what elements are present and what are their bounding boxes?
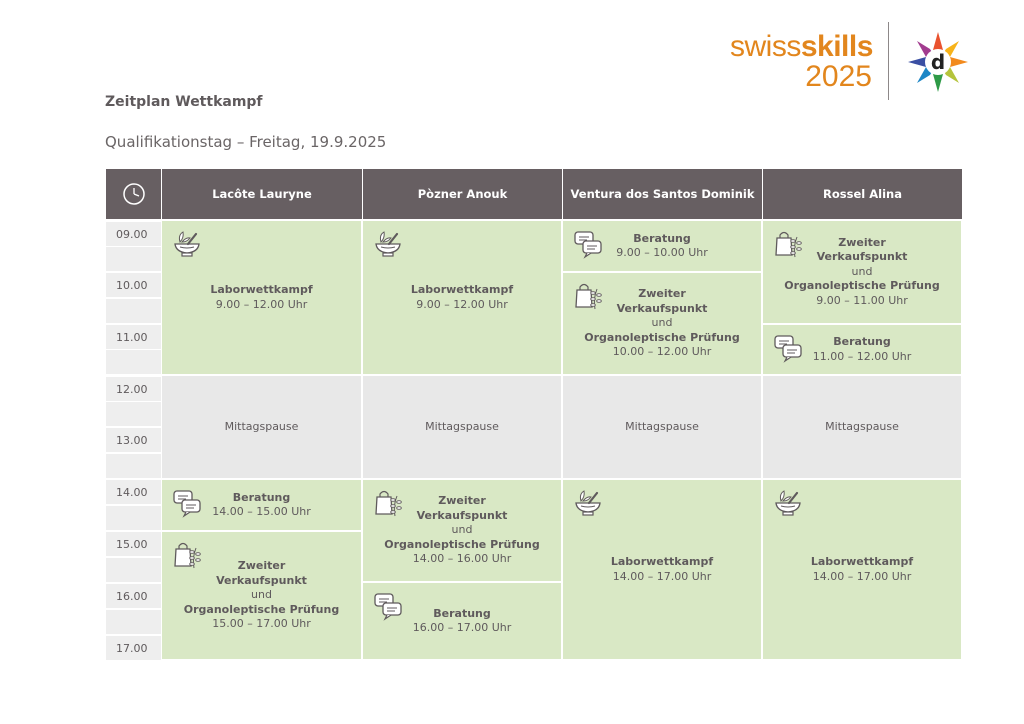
activity-beratung: Beratung 9.00 – 10.00 Uhr [562, 220, 762, 272]
time-spacer [106, 557, 161, 582]
activity-beratung: Beratung 11.00 – 12.00 Uhr [762, 324, 962, 375]
time-spacer [106, 505, 161, 530]
page-title: Zeitplan Wettkampf [105, 94, 263, 110]
shopping-bag-herb-icon [172, 540, 202, 570]
time-spacer [106, 349, 161, 374]
column-header-lacote: Lacôte Lauryne [161, 169, 362, 219]
time-label: 14.00 [106, 479, 161, 504]
activity-verkaufspunkt: Zweiter Verkaufspunkt und Organoleptische Prüfung 15.00 – 17.00 Uhr [161, 531, 362, 660]
logo-wordmark: swissskills [730, 30, 873, 63]
time-spacer [106, 298, 161, 323]
logo-divider [888, 22, 889, 100]
mortar-pestle-icon [773, 488, 803, 518]
lunch-break: Mittagspause [161, 375, 362, 479]
activity-laborwettkampf: Laborwettkampf 9.00 – 12.00 Uhr [362, 220, 562, 375]
time-spacer [106, 609, 161, 634]
activity-laborwettkampf: Laborwettkampf 9.00 – 12.00 Uhr [161, 220, 362, 375]
time-label: 12.00 [106, 376, 161, 401]
time-label: 15.00 [106, 531, 161, 556]
column-header-ventura: Ventura dos Santos Dominik [562, 169, 762, 219]
mortar-pestle-icon [573, 488, 603, 518]
time-label: 17.00 [106, 635, 161, 660]
schedule-table [106, 169, 962, 660]
lunch-break: Mittagspause [762, 375, 962, 479]
page-subtitle: Qualifikationstag – Freitag, 19.9.2025 [105, 133, 387, 151]
time-spacer [106, 401, 161, 426]
activity-verkaufspunkt: Zweiter Verkaufspunkt und Organoleptische Prüfung 10.00 – 12.00 Uhr [562, 272, 762, 375]
clock-icon [122, 182, 146, 206]
shopping-bag-herb-icon [573, 281, 603, 311]
time-label: 09.00 [106, 221, 161, 246]
logo-year: 2025 [805, 60, 872, 93]
column-header-rossel: Rossel Alina [762, 169, 962, 219]
mortar-pestle-icon [373, 229, 403, 259]
shopping-bag-herb-icon [773, 229, 803, 259]
activity-laborwettkampf: Laborwettkampf 14.00 – 17.00 Uhr [762, 479, 962, 660]
lunch-break: Mittagspause [362, 375, 562, 479]
activity-verkaufspunkt: Zweiter Verkaufspunkt und Organoleptische Prüfung 14.00 – 16.00 Uhr [362, 479, 562, 582]
chat-bubbles-icon [573, 229, 603, 259]
time-label: 10.00 [106, 272, 161, 297]
chat-bubbles-icon [172, 488, 202, 518]
time-label: 13.00 [106, 427, 161, 452]
activity-laborwettkampf: Laborwettkampf 14.00 – 17.00 Uhr [562, 479, 762, 660]
star-logo-icon [906, 30, 970, 94]
logo-star-letter: d [930, 50, 946, 74]
activity-beratung: Beratung 14.00 – 15.00 Uhr [161, 479, 362, 531]
time-spacer [106, 453, 161, 478]
time-label: 16.00 [106, 583, 161, 608]
clock-header-cell [106, 169, 161, 219]
lunch-break: Mittagspause [562, 375, 762, 479]
time-spacer [106, 246, 161, 271]
mortar-pestle-icon [172, 229, 202, 259]
chat-bubbles-icon [373, 591, 403, 621]
chat-bubbles-icon [773, 333, 803, 363]
activity-beratung: Beratung 16.00 – 17.00 Uhr [362, 582, 562, 660]
shopping-bag-herb-icon [373, 488, 403, 518]
activity-verkaufspunkt: Zweiter Verkaufspunkt und Organoleptische Prüfung 9.00 – 11.00 Uhr [762, 220, 962, 324]
column-header-pozner: Pòzner Anouk [362, 169, 562, 219]
time-label: 11.00 [106, 324, 161, 349]
